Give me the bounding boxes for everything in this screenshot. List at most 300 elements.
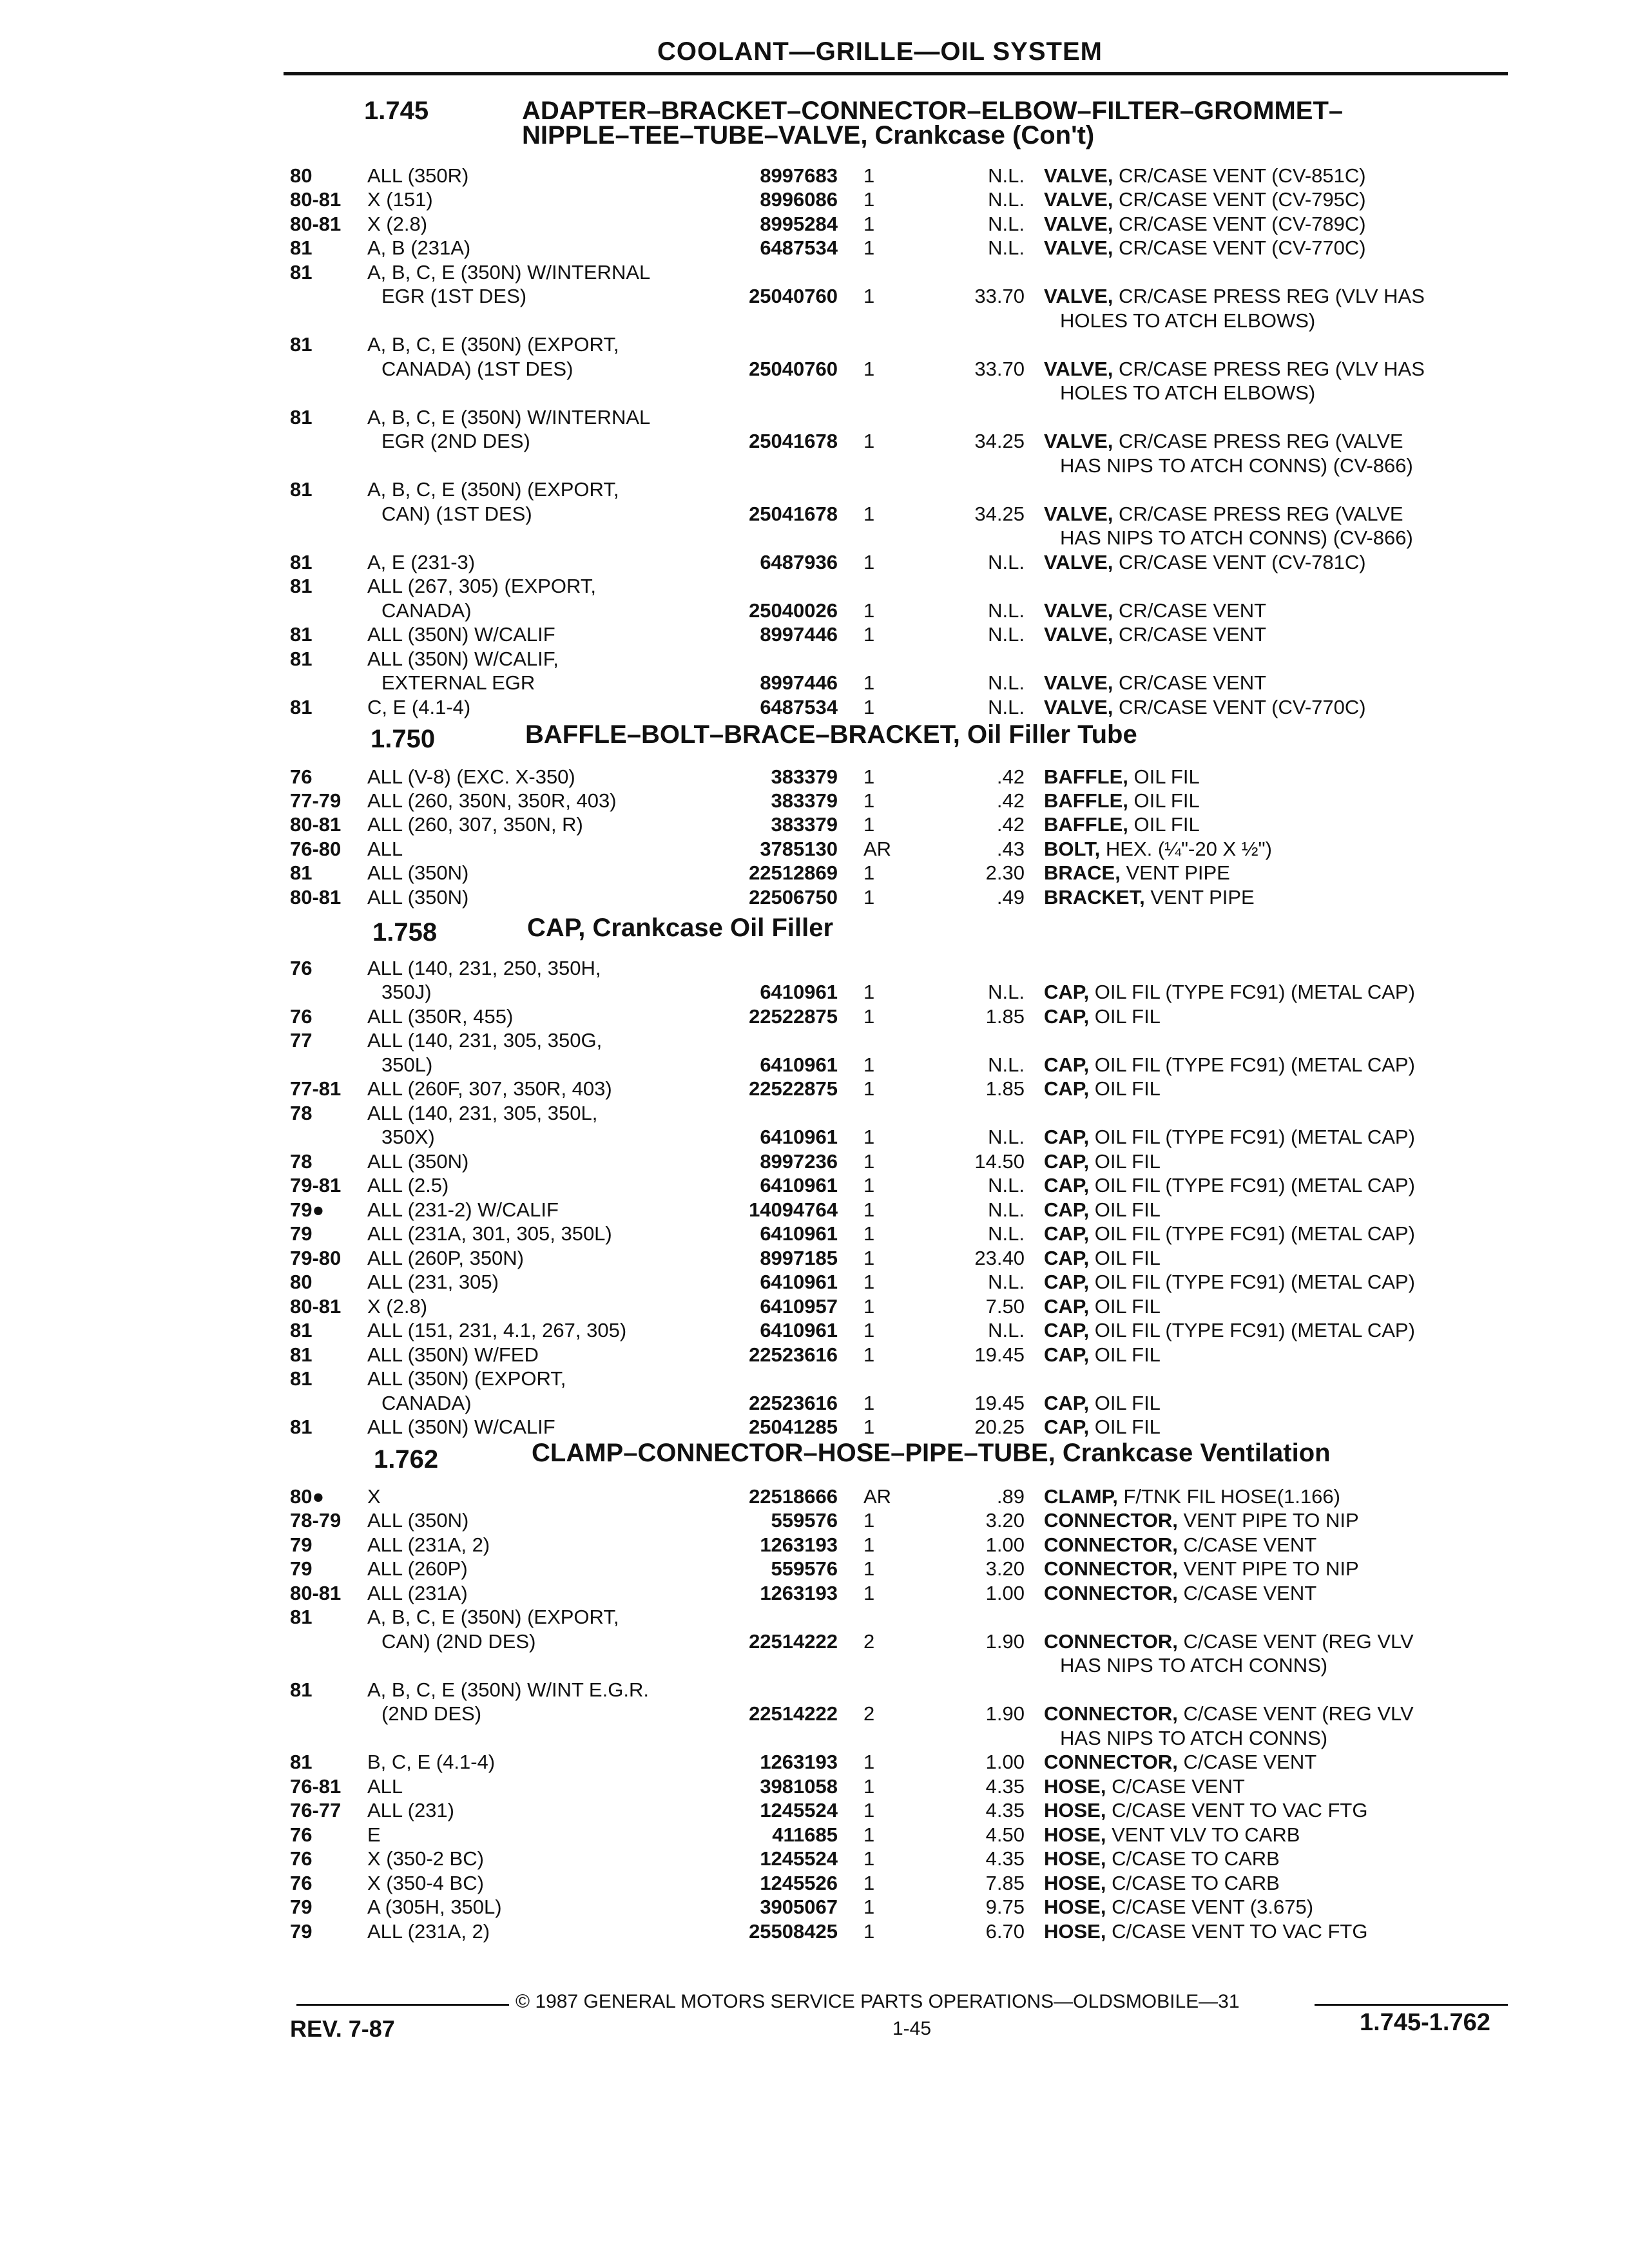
model-year: 81 — [290, 1319, 313, 1341]
table-row — [0, 454, 1629, 479]
model-applicability: ALL (260, 350N, 350R, 403) — [367, 789, 617, 812]
part-number: 6410961 — [760, 1126, 838, 1148]
table-row — [0, 1630, 1629, 1655]
part-name: CAP, — [1044, 1222, 1090, 1245]
part-detail: OIL FIL — [1133, 813, 1200, 836]
quantity: 1 — [863, 551, 875, 573]
part-description — [1044, 285, 1425, 308]
model-applicability: ALL (350N) W/FED — [367, 1343, 539, 1366]
model-year: 80-81 — [290, 1295, 342, 1318]
table-row — [0, 789, 1629, 814]
part-name: CAP, — [1044, 1271, 1090, 1293]
part-name: CAP, — [1044, 1295, 1090, 1318]
part-detail: OIL FIL — [1133, 765, 1200, 788]
model-applicability: ALL (260, 307, 350N, R) — [367, 813, 583, 836]
part-number: 6410961 — [760, 1222, 838, 1245]
quantity: 1 — [863, 236, 875, 259]
quantity: 1 — [863, 1823, 875, 1846]
part-description — [1044, 981, 1415, 1004]
list-price: N.L. — [988, 1126, 1025, 1148]
part-name: VALVE, — [1044, 671, 1113, 694]
list-price: N.L. — [988, 164, 1025, 187]
part-name: HOSE, — [1044, 1847, 1106, 1870]
quantity: 1 — [863, 886, 875, 908]
part-detail: HEX. (¼"-20 X ½") — [1105, 838, 1272, 860]
part-name: VALVE, — [1044, 285, 1113, 307]
part-number: 1245526 — [760, 1872, 838, 1894]
table-row — [0, 1392, 1629, 1416]
part-number: 25040760 — [749, 358, 838, 380]
model-year: 79-80 — [290, 1247, 342, 1269]
table-row — [0, 1343, 1629, 1368]
model-year: 77-79 — [290, 789, 342, 812]
part-description — [1044, 599, 1266, 622]
part-number: 22514222 — [749, 1702, 838, 1725]
part-number: 22523616 — [749, 1392, 838, 1414]
table-row — [0, 430, 1629, 454]
model-applicability: ALL (2.5) — [367, 1174, 449, 1196]
table-row — [0, 1198, 1629, 1223]
part-name: CAP, — [1044, 1005, 1090, 1028]
part-number: 1263193 — [760, 1533, 838, 1556]
table-row — [0, 1126, 1629, 1150]
part-detail: CR/CASE VENT (CV-781C) — [1119, 551, 1366, 573]
model-applicability: A, B, C, E (350N) (EXPORT, — [367, 333, 619, 356]
part-description — [1044, 765, 1200, 789]
part-description — [1044, 1150, 1161, 1173]
model-year: 76 — [290, 1823, 313, 1846]
model-year: 80 — [290, 1271, 313, 1293]
quantity: 1 — [863, 1126, 875, 1148]
part-description — [1044, 1533, 1316, 1557]
quantity: 1 — [863, 1005, 875, 1028]
quantity: 1 — [863, 1896, 875, 1918]
quantity: 1 — [863, 1295, 875, 1318]
quantity: 2 — [863, 1702, 875, 1725]
part-number: 559576 — [771, 1509, 838, 1532]
part-description — [1044, 1823, 1300, 1847]
model-year: 81 — [290, 406, 313, 428]
model-year: 81 — [290, 861, 313, 884]
part-name: CAP, — [1044, 1174, 1090, 1196]
model-applicability: 350J) — [381, 981, 432, 1003]
part-name: CAP, — [1044, 1319, 1090, 1341]
part-number: 8997446 — [760, 671, 838, 694]
list-price: N.L. — [988, 213, 1025, 235]
model-year: 81 — [290, 261, 313, 284]
model-applicability: (2ND DES) — [381, 1702, 482, 1725]
quantity: 1 — [863, 1775, 875, 1798]
table-row — [0, 1872, 1629, 1896]
table-row — [0, 406, 1629, 430]
table-row — [0, 1416, 1629, 1440]
list-price: 3.20 — [985, 1509, 1025, 1532]
part-detail: C/CASE VENT (REG VLV — [1183, 1702, 1414, 1725]
model-applicability: X (350-2 BC) — [367, 1847, 484, 1870]
model-year: 79 — [290, 1920, 313, 1943]
table-row — [0, 1077, 1629, 1102]
model-applicability: ALL (140, 231, 250, 350H, — [367, 957, 601, 979]
section-title-cont: NIPPLE–TEE–TUBE–VALVE, Crankcase (Con't) — [522, 121, 1095, 149]
model-year: 81 — [290, 696, 313, 718]
part-description — [1044, 1247, 1161, 1270]
model-applicability: E — [367, 1823, 381, 1846]
revision-label: REV. 7-87 — [290, 2015, 395, 2042]
part-name: HOSE, — [1044, 1872, 1106, 1894]
list-price: 1.00 — [985, 1582, 1025, 1604]
section-number: 1.758 — [372, 918, 438, 947]
part-name: BAFFLE, — [1044, 789, 1128, 812]
part-name: CAP, — [1044, 1053, 1090, 1076]
model-applicability: ALL (350R, 455) — [367, 1005, 514, 1028]
table-row — [0, 886, 1629, 910]
list-price: N.L. — [988, 236, 1025, 259]
model-applicability: X — [367, 1485, 381, 1508]
part-detail: OIL FIL — [1094, 1005, 1161, 1028]
part-detail: C/CASE VENT — [1183, 1751, 1317, 1773]
list-price: 1.85 — [985, 1005, 1025, 1028]
quantity: 1 — [863, 1509, 875, 1532]
model-applicability: ALL (350N) W/CALIF — [367, 623, 555, 646]
part-name: BRACKET, — [1044, 886, 1145, 908]
table-row — [0, 1005, 1629, 1030]
part-description — [1044, 861, 1230, 885]
table-row — [0, 478, 1629, 503]
part-detail: HOLES TO ATCH ELBOWS) — [1060, 309, 1316, 332]
part-name: VALVE, — [1044, 599, 1113, 622]
list-price: 1.00 — [985, 1751, 1025, 1773]
model-applicability: ALL (260P, 350N) — [367, 1247, 525, 1269]
section-number: 1.745 — [364, 97, 429, 125]
quantity: AR — [863, 1485, 892, 1508]
part-detail: OIL FIL — [1133, 789, 1200, 812]
model-year: 76 — [290, 1847, 313, 1870]
section-title: ADAPTER–BRACKET–CONNECTOR–ELBOW–FILTER–GROMMET– — [522, 97, 1344, 125]
model-applicability: 350L) — [381, 1053, 433, 1076]
model-year: 77 — [290, 1029, 313, 1052]
part-number: 3785130 — [760, 838, 838, 860]
table-row — [0, 1053, 1629, 1078]
list-price: N.L. — [988, 551, 1025, 573]
part-detail: C/CASE VENT — [1112, 1775, 1245, 1798]
part-name: VALVE, — [1044, 623, 1113, 646]
quantity: 1 — [863, 765, 875, 788]
model-applicability: A, B (231A) — [367, 236, 471, 259]
quantity: 1 — [863, 430, 875, 452]
part-name: VALVE, — [1044, 503, 1113, 525]
part-number: 22522875 — [749, 1005, 838, 1028]
table-row — [0, 1557, 1629, 1582]
part-detail: CR/CASE PRESS REG (VLV HAS — [1119, 358, 1425, 380]
part-detail: OIL FIL (TYPE FC91) (METAL CAP) — [1094, 981, 1415, 1003]
list-price: N.L. — [988, 1319, 1025, 1341]
part-name: VALVE, — [1044, 164, 1113, 187]
part-detail: CR/CASE PRESS REG (VLV HAS — [1119, 285, 1425, 307]
part-description — [1044, 1557, 1359, 1581]
list-price: N.L. — [988, 599, 1025, 622]
part-detail: OIL FIL (TYPE FC91) (METAL CAP) — [1094, 1174, 1415, 1196]
quantity: 1 — [863, 1392, 875, 1414]
part-name: BAFFLE, — [1044, 813, 1128, 836]
part-number: 6410961 — [760, 1319, 838, 1341]
part-number: 1245524 — [760, 1847, 838, 1870]
list-price: 9.75 — [985, 1896, 1025, 1918]
table-row — [0, 188, 1629, 213]
part-description — [1044, 1582, 1316, 1605]
part-detail: C/CASE VENT TO VAC FTG — [1112, 1799, 1368, 1821]
model-applicability: ALL (350N) (EXPORT, — [367, 1367, 566, 1390]
model-applicability: EGR (2ND DES) — [381, 430, 530, 452]
part-detail: OIL FIL — [1094, 1392, 1161, 1414]
model-applicability: ALL (260F, 307, 350R, 403) — [367, 1077, 612, 1100]
part-detail: C/CASE TO CARB — [1112, 1847, 1280, 1870]
table-row — [0, 1485, 1629, 1510]
part-detail: C/CASE VENT (3.675) — [1112, 1896, 1314, 1918]
table-row — [0, 1319, 1629, 1343]
quantity: 2 — [863, 1630, 875, 1653]
quantity: 1 — [863, 861, 875, 884]
list-price: 4.35 — [985, 1775, 1025, 1798]
part-name: VALVE, — [1044, 551, 1113, 573]
part-name: CONNECTOR, — [1044, 1509, 1178, 1532]
model-applicability: ALL — [367, 1775, 403, 1798]
title-divider — [284, 72, 1508, 75]
model-year: 81 — [290, 1343, 313, 1366]
list-price: 7.50 — [985, 1295, 1025, 1318]
part-name: CONNECTOR, — [1044, 1751, 1178, 1773]
model-year: 78-79 — [290, 1509, 342, 1532]
part-detail: HAS NIPS TO ATCH CONNS) — [1060, 1727, 1328, 1749]
quantity: 1 — [863, 671, 875, 694]
table-row — [0, 1271, 1629, 1295]
model-year: 79-81 — [290, 1174, 342, 1196]
part-detail: OIL FIL (TYPE FC91) (METAL CAP) — [1094, 1319, 1415, 1341]
part-description — [1044, 1126, 1415, 1149]
part-detail: CR/CASE PRESS REG (VALVE — [1119, 430, 1403, 452]
model-year: 81 — [290, 1751, 313, 1773]
model-applicability: 350X) — [381, 1126, 435, 1148]
table-row — [0, 1150, 1629, 1175]
part-detail: CR/CASE VENT — [1119, 671, 1267, 694]
part-description — [1044, 1222, 1415, 1245]
part-name: HOSE, — [1044, 1775, 1106, 1798]
part-name: CONNECTOR, — [1044, 1702, 1178, 1725]
list-price: 4.35 — [985, 1847, 1025, 1870]
part-detail: OIL FIL (TYPE FC91) (METAL CAP) — [1094, 1222, 1415, 1245]
footer-copyright: © 1987 GENERAL MOTORS SERVICE PARTS OPERATIONS—OLDSMOBILE—31 — [516, 1991, 1240, 2012]
list-price: N.L. — [988, 1174, 1025, 1196]
part-name: CAP, — [1044, 1392, 1090, 1414]
model-applicability: ALL (231A) — [367, 1582, 468, 1604]
part-description — [1044, 1702, 1414, 1725]
section-number: 1.750 — [371, 725, 436, 753]
table-row — [0, 1847, 1629, 1872]
list-price: .42 — [996, 789, 1025, 812]
table-row — [0, 957, 1629, 981]
model-year: 81 — [290, 1606, 313, 1628]
list-price: 4.50 — [985, 1823, 1025, 1846]
table-row — [0, 1582, 1629, 1606]
model-applicability: X (151) — [367, 188, 433, 211]
model-year: 81 — [290, 1416, 313, 1438]
table-row — [0, 648, 1629, 672]
quantity: 1 — [863, 789, 875, 812]
part-detail: C/CASE TO CARB — [1112, 1872, 1280, 1894]
part-description — [1044, 236, 1366, 260]
part-name: VALVE, — [1044, 188, 1113, 211]
model-applicability: ALL (350N) — [367, 861, 469, 884]
part-description — [1044, 1799, 1367, 1822]
table-row — [0, 1799, 1629, 1823]
quantity: 1 — [863, 358, 875, 380]
part-description — [1044, 789, 1200, 812]
part-number: 6410961 — [760, 1053, 838, 1076]
quantity: 1 — [863, 1557, 875, 1580]
model-applicability: CANADA) — [381, 1392, 472, 1414]
model-year: 78 — [290, 1150, 313, 1173]
part-number: 1263193 — [760, 1751, 838, 1773]
model-applicability: ALL (231A, 2) — [367, 1533, 490, 1556]
part-name: BOLT, — [1044, 838, 1101, 860]
model-applicability: B, C, E (4.1-4) — [367, 1751, 496, 1773]
list-price: 1.85 — [985, 1077, 1025, 1100]
part-number: 22514222 — [749, 1630, 838, 1653]
part-number: 25041678 — [749, 503, 838, 525]
list-price: .49 — [996, 886, 1025, 908]
part-detail: OIL FIL — [1094, 1343, 1161, 1366]
model-year: 79 — [290, 1896, 313, 1918]
table-row — [0, 1533, 1629, 1558]
part-number: 3981058 — [760, 1775, 838, 1798]
quantity: 1 — [863, 1222, 875, 1245]
list-price: N.L. — [988, 1053, 1025, 1076]
part-description — [1044, 1630, 1414, 1653]
list-price: .43 — [996, 838, 1025, 860]
part-name: CAP, — [1044, 1150, 1090, 1173]
list-price: 34.25 — [974, 503, 1025, 525]
table-row — [0, 1606, 1629, 1630]
part-number: 6410961 — [760, 981, 838, 1003]
part-name: CONNECTOR, — [1044, 1533, 1178, 1556]
list-price: N.L. — [988, 696, 1025, 718]
footer-rule-left — [296, 2004, 509, 2006]
model-applicability: ALL (350N) — [367, 886, 469, 908]
model-applicability: CAN) (1ST DES) — [381, 503, 532, 525]
part-detail: C/CASE VENT — [1183, 1533, 1317, 1556]
part-description — [1044, 1896, 1313, 1919]
model-year: 76-77 — [290, 1799, 342, 1821]
model-applicability: A, B, C, E (350N) (EXPORT, — [367, 1606, 619, 1628]
part-detail: VENT PIPE — [1126, 861, 1230, 884]
section-number: 1.762 — [374, 1445, 439, 1474]
list-price: 19.45 — [974, 1343, 1025, 1366]
part-description — [1044, 1174, 1415, 1197]
model-year: 78 — [290, 1102, 313, 1124]
list-price: 14.50 — [974, 1150, 1025, 1173]
model-year: 81 — [290, 575, 313, 597]
part-number: 6487534 — [760, 236, 838, 259]
part-number: 25041285 — [749, 1416, 838, 1438]
model-applicability: ALL (350N) — [367, 1150, 469, 1173]
quantity: 1 — [863, 1751, 875, 1773]
model-applicability: C, E (4.1-4) — [367, 696, 471, 718]
model-year: 77-81 — [290, 1077, 342, 1100]
page-number: 1-45 — [892, 2018, 932, 2039]
part-detail: OIL FIL — [1094, 1077, 1161, 1100]
model-applicability: ALL (231, 305) — [367, 1271, 499, 1293]
model-applicability: EXTERNAL EGR — [381, 671, 535, 694]
table-row — [0, 1823, 1629, 1848]
table-row — [0, 671, 1629, 696]
model-year: 81 — [290, 1678, 313, 1701]
part-number: 8995284 — [760, 213, 838, 235]
part-description — [1044, 503, 1403, 526]
model-year: 76 — [290, 765, 313, 788]
part-name: CAP, — [1044, 1126, 1090, 1148]
quantity: 1 — [863, 1847, 875, 1870]
part-detail: CR/CASE VENT (CV-795C) — [1119, 188, 1366, 211]
list-price: 7.85 — [985, 1872, 1025, 1894]
model-applicability: ALL (V-8) (EXC. X-350) — [367, 765, 575, 788]
model-year: 81 — [290, 623, 313, 646]
part-number: 25040760 — [749, 285, 838, 307]
model-applicability: ALL (231A, 2) — [367, 1920, 490, 1943]
part-description — [1044, 886, 1255, 909]
model-applicability: ALL (350N) — [367, 1509, 469, 1532]
part-name: HOSE, — [1044, 1799, 1106, 1821]
quantity: 1 — [863, 1247, 875, 1269]
part-description — [1044, 1271, 1415, 1294]
part-number: 22522875 — [749, 1077, 838, 1100]
list-price: 34.25 — [974, 430, 1025, 452]
model-applicability: ALL (140, 231, 305, 350G, — [367, 1029, 602, 1052]
quantity: 1 — [863, 1799, 875, 1821]
part-name: CAP, — [1044, 981, 1090, 1003]
part-description — [1044, 1005, 1161, 1028]
part-description — [1060, 1654, 1327, 1677]
part-description — [1044, 1053, 1415, 1077]
part-detail: C/CASE VENT — [1183, 1582, 1317, 1604]
part-detail: OIL FIL (TYPE FC91) (METAL CAP) — [1094, 1053, 1415, 1076]
part-name: HOSE, — [1044, 1823, 1106, 1846]
model-applicability: ALL (231A, 301, 305, 350L) — [367, 1222, 612, 1245]
part-number: 22518666 — [749, 1485, 838, 1508]
part-number: 22523616 — [749, 1343, 838, 1366]
part-number: 383379 — [771, 789, 838, 812]
list-price: .42 — [996, 765, 1025, 788]
quantity: 1 — [863, 285, 875, 307]
model-year: 80-81 — [290, 886, 342, 908]
quantity: 1 — [863, 1416, 875, 1438]
part-name: HOSE, — [1044, 1896, 1106, 1918]
table-row — [0, 1896, 1629, 1920]
table-row — [0, 1751, 1629, 1775]
model-applicability: ALL (151, 231, 4.1, 267, 305) — [367, 1319, 627, 1341]
part-detail: CR/CASE VENT — [1119, 623, 1267, 646]
part-number: 8997236 — [760, 1150, 838, 1173]
part-description — [1044, 1392, 1161, 1415]
model-applicability: ALL (350R) — [367, 164, 469, 187]
quantity: AR — [863, 838, 892, 860]
list-price: N.L. — [988, 671, 1025, 694]
list-price: N.L. — [988, 981, 1025, 1003]
quantity: 1 — [863, 696, 875, 718]
list-price: N.L. — [988, 623, 1025, 646]
table-row — [0, 164, 1629, 189]
model-year: 76 — [290, 1005, 313, 1028]
part-number: 22512869 — [749, 861, 838, 884]
table-row — [0, 381, 1629, 406]
